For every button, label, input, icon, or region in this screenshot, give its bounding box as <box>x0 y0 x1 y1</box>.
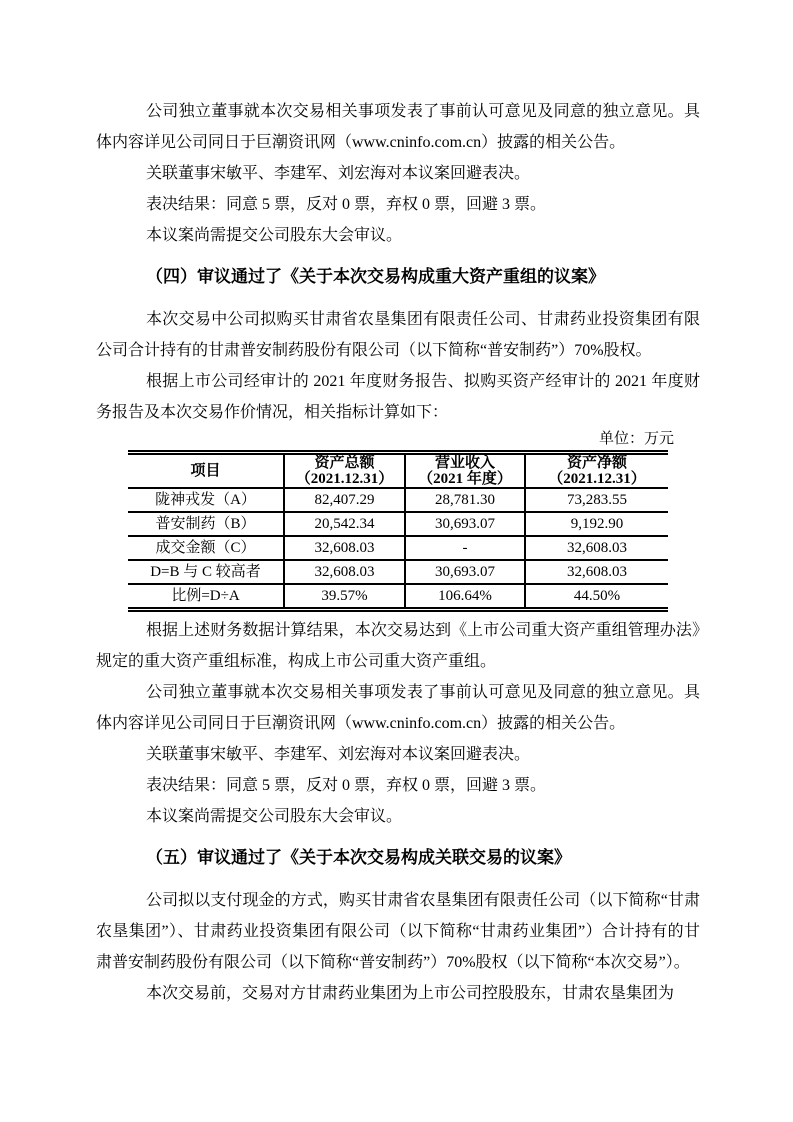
table-cell: 44.50% <box>525 584 668 610</box>
paragraph-independent-opinion: 公司独立董事就本次交易相关事项发表了事前认可意见及同意的独立意见。具体内容详见公司同日于巨潮资讯网（www.cninfo.com.cn）披露的相关公告。 <box>96 684 700 732</box>
section-5-heading: （五）审议通过了《关于本次交易构成关联交易的议案》 <box>146 848 571 867</box>
table-unit-label: 单位：万元 <box>598 431 674 447</box>
table-cell: D=B 与 C 较高者 <box>128 560 284 584</box>
table-header-cell-revenue <box>405 453 525 489</box>
table-cell: 成交金额（C） <box>128 536 284 560</box>
table-row <box>128 488 668 512</box>
paragraph-vote-result: 表决结果：同意 5 票，反对 0 票，弃权 0 票，回避 3 票。 <box>146 196 547 213</box>
table-cell: 普安制药（B） <box>128 512 284 536</box>
paragraph-cash-purchase: 公司拟以支付现金的方式，购买甘肃省农垦集团有限责任公司（以下简称“甘肃农垦集团”）、甘肃药业投资集团有限公司（以下简称“甘肃药业集团”）合计持有的甘肃普安制药股份有限公司（以下简称“普安制药”）70%股权（以下简称“本次交易”）。 <box>96 892 700 971</box>
table-row <box>128 560 668 584</box>
paragraph-submit-meeting: 本议案尚需提交公司股东大会审议。 <box>146 808 403 825</box>
table-cell: 28,781.30 <box>405 488 525 512</box>
table-header-cell-total-assets <box>284 453 405 489</box>
table-header-subtitle: （2021.12.31） <box>548 471 646 487</box>
paragraph-related-directors: 关联董事宋敏平、李建军、刘宏海对本议案回避表决。 <box>146 165 531 182</box>
table-header-subtitle: （2021.12.31） <box>295 471 394 487</box>
table-row <box>128 512 668 536</box>
section-4-heading: （四）审议通过了《关于本次交易构成重大资产重组的议案》 <box>146 267 605 286</box>
paragraph-independent-opinion: 公司独立董事就本次交易相关事项发表了事前认可意见及同意的独立意见。具体内容详见公司同日于巨潮资讯网（www.cninfo.com.cn）披露的相关公告。 <box>96 103 700 151</box>
table-cell: 陇神戎发（A） <box>128 488 284 512</box>
table-cell: 9,192.90 <box>525 512 668 536</box>
table-header-title: 资产净额 <box>566 455 627 471</box>
table-header-subtitle: （2021 年度） <box>418 471 512 487</box>
table-cell: 30,693.07 <box>405 560 525 584</box>
document-content <box>96 96 700 1009</box>
table-header-title: 资产总额 <box>314 455 375 471</box>
paragraph-transaction-description: 本次交易中公司拟购买甘肃省农垦集团有限责任公司、甘肃药业投资集团有限公司合计持有的甘肃普安制药股份有限公司（以下简称“普安制药”）70%股权。 <box>96 311 700 359</box>
table-cell: 32,608.03 <box>284 536 405 560</box>
table-cell: 30,693.07 <box>405 512 525 536</box>
table-cell: 82,407.29 <box>284 488 405 512</box>
paragraph-submit-meeting: 本议案尚需提交公司股东大会审议。 <box>146 227 403 244</box>
table-cell: 73,283.55 <box>525 488 668 512</box>
table-header-row <box>128 453 668 489</box>
table-cell: 比例=D÷A <box>171 588 240 604</box>
table-header-title: 项目 <box>190 463 221 479</box>
table-header-cell-item <box>128 453 284 489</box>
table-cell: 32,608.03 <box>525 560 668 584</box>
table-cell: - <box>405 536 525 560</box>
paragraph-conclusion: 根据上述财务数据计算结果，本次交易达到《上市公司重大资产重组管理办法》规定的重大资产重组标准，构成上市公司重大资产重组。 <box>96 622 700 670</box>
table-header-cell-net-assets <box>525 453 668 489</box>
table-cell: 106.64% <box>405 584 525 610</box>
paragraph-vote-result: 表决结果：同意 5 票，反对 0 票，弃权 0 票，回避 3 票。 <box>146 777 547 794</box>
paragraph-indicator-intro: 根据上市公司经审计的 2021 年度财务报告、拟购买资产经审计的 2021 年度财务报告及本次交易作价情况，相关指标计算如下： <box>96 373 700 421</box>
table-cell: 32,608.03 <box>525 536 668 560</box>
table-cell: 39.57% <box>284 584 405 610</box>
table-cell: 32,608.03 <box>284 560 405 584</box>
table-cell: 20,542.34 <box>284 512 405 536</box>
table-row <box>128 536 668 560</box>
table-row <box>128 584 668 610</box>
financial-indicators-table <box>128 450 668 612</box>
paragraph-before-transaction: 本次交易前，交易对方甘肃药业集团为上市公司控股股东，甘肃农垦集团为 <box>146 985 675 1002</box>
table-header-title: 营业收入 <box>434 455 495 471</box>
paragraph-related-directors: 关联董事宋敏平、李建军、刘宏海对本议案回避表决。 <box>146 746 531 763</box>
